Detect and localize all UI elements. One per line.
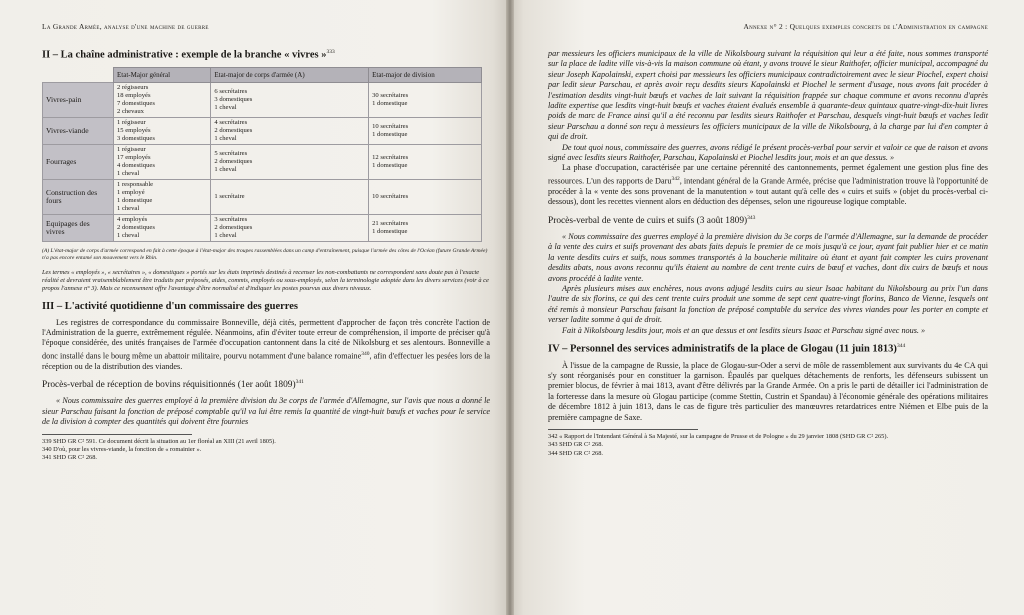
row-label: Vivres-viande xyxy=(43,117,114,144)
quote-paragraph: « Nous commissaire des guerres employé à la première division du 3e corps de l'armée d'Allemagne, sur l'avis que nous a donné le sieur Parschau faisant la fonction de préposé comptable qu'il va lui être remis la quantité de vingt-huit bœufs et vaches pour le service de la division à compter des quantités qui doivent être fournies xyxy=(42,396,490,427)
table-header-cell: Etat-major de division xyxy=(369,67,482,82)
cell-line: 1 régisseur xyxy=(117,145,146,153)
table-cell xyxy=(369,82,482,117)
cell-line: 1 cheval xyxy=(214,165,237,173)
cell-line: 1 cheval xyxy=(117,169,140,177)
section-heading-chain: II – La chaîne administrative : exemple de la branche « vivres »$^{333}$ xyxy=(42,49,335,61)
cell-line: 2 domestiques xyxy=(214,157,253,165)
paragraph: Les registres de correspondance du commissaire Bonneville, déjà cités, permettent d'approcher de façon très concrète l'action de l'Administration de la guerre, extrêmement régulée. Néanmoins, afin d'éviter toute erreur de compréhension, il importe de préciser qu'à l'époque considérée, des unités françaises de l'armée d'occupation cantonnent dans la cité de Nikolsburg et ses alentours. Bonneville a donc installé dans le bourg même un abattoir militaire, pourvu notamment d'une balance romaine$^{340}$, afin d'effectuer les pesées lors de la réception ou de la distribution des viandes. xyxy=(42,317,490,371)
subsection-heading-vente: Procès-verbal de vente de cuirs et suifs (3 août 1809)$^{343}$ xyxy=(548,214,756,226)
cell-line: 7 domestiques xyxy=(117,99,155,107)
cell-line: 1 responsable xyxy=(117,180,154,188)
cell-line: 1 domestique xyxy=(372,161,408,169)
book-gutter xyxy=(506,0,514,615)
footnote-rule xyxy=(42,434,192,435)
table-cell xyxy=(114,179,211,214)
footnote: 344 SHD GR C² 268. xyxy=(548,449,604,457)
paragraph: À l'issue de la campagne de Russie, la place de Glogau-sur-Oder a servi de môle de rassemblement aux survivants du 4e CA qui s'y sont réorganisés pour en constituer la garnison. Épaulés par quelques détachements de renforts, les défenseurs subissent un premier blocus, de février à mai 1813, avant d'être délivrés par la Grande Armée. On a pris le parti de détailler ici l'administration de la forteresse dans la mesure où Glogau participe (comme Stettin, Custrin et Spandau) à l'économie générale des opérations militaires de décembre 1812 à juin 1813, dans le cas de figure très particulier des manœuvres retardatrices entre Niémen et Elbe puis de la première campagne de Saxe. xyxy=(548,360,988,422)
cell-line: 4 domestiques xyxy=(117,161,155,169)
cell-line: 2 domestiques xyxy=(117,223,155,231)
table-row xyxy=(43,117,482,144)
table-cell xyxy=(369,117,482,144)
table-cell xyxy=(114,82,211,117)
table-cell xyxy=(114,214,211,241)
table-header-cell: Etat-major de corps d'armée (A) xyxy=(211,67,369,82)
cell-line: 1 régisseur xyxy=(117,118,146,126)
staff-table xyxy=(42,67,482,242)
table-caption: (A) L'état-major de corps d'armée correspond en fait à cette époque à l'état-major des troupes rassemblées dans un camp d'entraînement, puisque l'armée des côtes de l'Océan (future Grande Armée) n'a pas encore entamé son mouvement vers le Rhin. xyxy=(42,247,488,261)
cell-line: 2 régisseurs xyxy=(117,83,149,91)
cell-line: 2 chevaux xyxy=(117,107,144,115)
table-header-cell: Etat-Major général xyxy=(114,67,211,82)
cell-line: 1 domestique xyxy=(372,130,408,138)
paragraph: La phase d'occupation, caractérisée par une certaine pérennité des cantonnements, permet également une gestion plus fine des ressources. L'un des rapports de Daru$^{342}$, intendant général de la Grande Armée, précise que l'administration trouve là l'opportunité de procéder à la « vente des sons provenant de la manutention » tout autant qu'à celle des « cuirs et suifs » (objet du procès-verbal ci-dessous), dont les recettes viennent alors en déduction des dépenses, selon une rigoureuse logique comptable. xyxy=(548,163,989,207)
row-label: Vivres-pain xyxy=(43,82,114,117)
quote-paragraph: Après plusieurs mises aux enchères, nous avons adjugé lesdits cuirs au sieur Isaac habitant du Nikolsbourg au prix l'un dans l'autre de six florins, ce qui des cent trente cuirs produit une somme de sept cent quatre-vingt florins, Banco de Vienne, lesquels ont été remis à monsieur Parschau faisant la fonction de préposé comptable du service des vivres viandes pour les porter en compte et verser ladite somme à qui de droit. xyxy=(548,283,988,325)
quote-paragraph: « Nous commissaire des guerres employé à la première division du 3e corps de l'armée d'Allemagne, sur la demande de procéder à la vente des cuirs et suifs provenant des abats faits depuis le premier de ce mois jusqu'à ce jour, ayant fait publier hier et ce matin la vente desdits cuirs et suifs, nous sommes transportés à la boucherie militaire où étant et ayant fait compter les cuirs provenant desdits abats, nous avons reconnu qu'ils étaient au nombre de cent trente cuirs de bœuf et vaches, dont dix cuirs de bœufs et nous avons procédé à ladite vente. xyxy=(548,231,988,283)
cell-line: 6 secrétaires xyxy=(214,87,248,95)
table-cell xyxy=(114,144,211,179)
table-row xyxy=(43,82,482,117)
left-page xyxy=(0,0,508,615)
table-row xyxy=(43,144,482,179)
cell-line: 2 domestiques xyxy=(214,126,253,134)
cell-line: 4 employés xyxy=(117,215,148,223)
table-body xyxy=(43,82,482,241)
section-heading-activity: III – L'activité quotidienne d'un commissaire des guerres xyxy=(42,300,298,312)
footnote: 340 D'où, pour les vivres-viande, la fonction de « romainier ». xyxy=(42,446,202,454)
footnote: 342 « Rapport de l'Intendant Général à Sa Majesté, sur la campagne de Prusse et de Pologne » du 29 janvier 1808 (SHD GR C² 265). xyxy=(548,432,889,440)
table-cell xyxy=(211,82,369,117)
cell-line: 10 secrétaires xyxy=(372,122,409,130)
footnote: 339 SHD GR C² 591. Ce document décrit la situation au 1er floréal an XIII (21 avril 1805). xyxy=(42,437,276,445)
table-cell xyxy=(369,214,482,241)
table-header-cell xyxy=(43,67,114,82)
row-label: Equipages des vivres xyxy=(43,214,114,241)
cell-line: 18 employés xyxy=(117,91,151,99)
section-heading-glogau: IV – Personnel des services administratifs de la place de Glogau (11 juin 1813)$^{344}$ xyxy=(548,343,906,355)
table-cell xyxy=(211,144,369,179)
table-cell xyxy=(369,144,482,179)
running-header-left: La Grande Armée, analyse d'une machine de guerre xyxy=(42,22,209,31)
footnote-rule xyxy=(548,429,698,430)
table-cell xyxy=(211,117,369,144)
cell-line: 1 cheval xyxy=(117,204,140,212)
cell-line: 17 employés xyxy=(117,153,151,161)
running-header-right: Annexe n° 2 : Quelques exemples concrets de l'Administration en campagne xyxy=(743,22,988,31)
cell-line: 1 domestique xyxy=(117,196,153,204)
table-row xyxy=(43,179,482,214)
cell-line: 1 cheval xyxy=(214,231,237,239)
cell-line: 2 domestiques xyxy=(214,223,253,231)
table-cell xyxy=(114,117,211,144)
cell-line: 3 domestiques xyxy=(117,134,155,142)
cell-line: 21 secrétaires xyxy=(372,219,409,227)
cell-line: 1 cheval xyxy=(214,103,237,111)
cell-line: 15 employés xyxy=(117,126,151,134)
row-label: Construction des fours xyxy=(43,179,114,214)
cell-line: 10 secrétaires xyxy=(372,192,409,200)
cell-line: 1 employé xyxy=(117,188,145,196)
table-header-row xyxy=(43,67,482,82)
cell-line: 1 cheval xyxy=(214,134,237,142)
cell-line: 5 secrétaires xyxy=(214,149,248,157)
quote-paragraph: De tout quoi nous, commissaire des guerres, avons rédigé le présent procès-verbal pour servir et valoir ce que de raison et avons signé avec lesdits sieurs Raithofer, Parschau, Kapolainski et Piochel lesdits jour, mois et an que dessus. » xyxy=(548,142,988,163)
table-cell xyxy=(211,214,369,241)
cell-line: 3 secrétaires xyxy=(214,215,248,223)
cell-line: 1 domestique xyxy=(372,99,408,107)
cell-line: 12 secrétaires xyxy=(372,153,409,161)
footnote: 343 SHD GR C² 268. xyxy=(548,441,604,449)
table-cell xyxy=(369,179,482,214)
quote-paragraph: Fait à Nikolsbourg lesdits jour, mois et an que dessus et ont lesdits sieurs Isaac et Parschau signé avec nous. » xyxy=(562,325,926,335)
cell-line: 1 cheval xyxy=(117,231,140,239)
subsection-heading-pv: Procès-verbal de réception de bovins réquisitionnés (1er août 1809)$^{341}$ xyxy=(42,379,304,391)
cell-line: 30 secrétaires xyxy=(372,91,409,99)
cell-line: 3 domestiques xyxy=(214,95,253,103)
table-note: Les termes « employés », « secrétaires », « domestiques » portés sur les états imprimés destinés à recenser les non-combattants ne correspondent sans doute pas à l'exacte réalité et devraient vraisemblablement être traduits par préposés, aides, commis, employés ou sous-employés, selon la terminologie adoptée dans les divers services (voir à ce propos l'annexe n° 3). Mais ce recensement offre l'avantage d'être normalisé et d'indiquer les postes pourvus aux divers niveaux. xyxy=(42,268,489,292)
table-row xyxy=(43,214,482,241)
row-label: Fourrages xyxy=(43,144,114,179)
cell-line: 1 secrétaire xyxy=(214,192,245,200)
table-cell xyxy=(211,179,369,214)
footnote: 341 SHD GR C² 268. xyxy=(42,454,98,462)
quote-paragraph: par messieurs les officiers municipaux de la ville de Nikolsbourg suivant la réquisition qui leur a été faite, nous sommes transporté sur la place de ladite ville vis-à-vis la maison commune où étant, y avons trouvé le sieur Raithofer, officier municipal, accompagné du sieur Joseph Kapolainski, expert choisi par messieurs les officiers municipaux contradictoirement avec le sieur Piochel, expert choisi par ledit sieur Parschau, et après avoir reçu desdits sieurs Kapolainski et Piochel le serment d'usage, nous avons fait procéder à l'estimation desdits vingt-huit bœufs et vaches de lait suivant la réquisition frappée sur chaque commune et avons reconnu d'après ladite expertise que lesdits vingt-huit bœufs et vaches étaient évalués ensemble à quarante-deux quintaux quatre-vingt-dix-huit livres poids de marc de France ainsi qu'il a été reconnu par lesdits sieurs Raithofer et Parschau, desquels vingt-huit bœufs et vaches ledit sieur Parschau a donné son reçu à messieurs les officiers municipaux de la ville de Nikolsbourg, à la charge par lui d'en compter à qui de droit. xyxy=(548,49,988,142)
cell-line: 1 domestique xyxy=(372,227,408,235)
right-page xyxy=(508,0,1024,615)
cell-line: 4 secrétaires xyxy=(214,118,248,126)
